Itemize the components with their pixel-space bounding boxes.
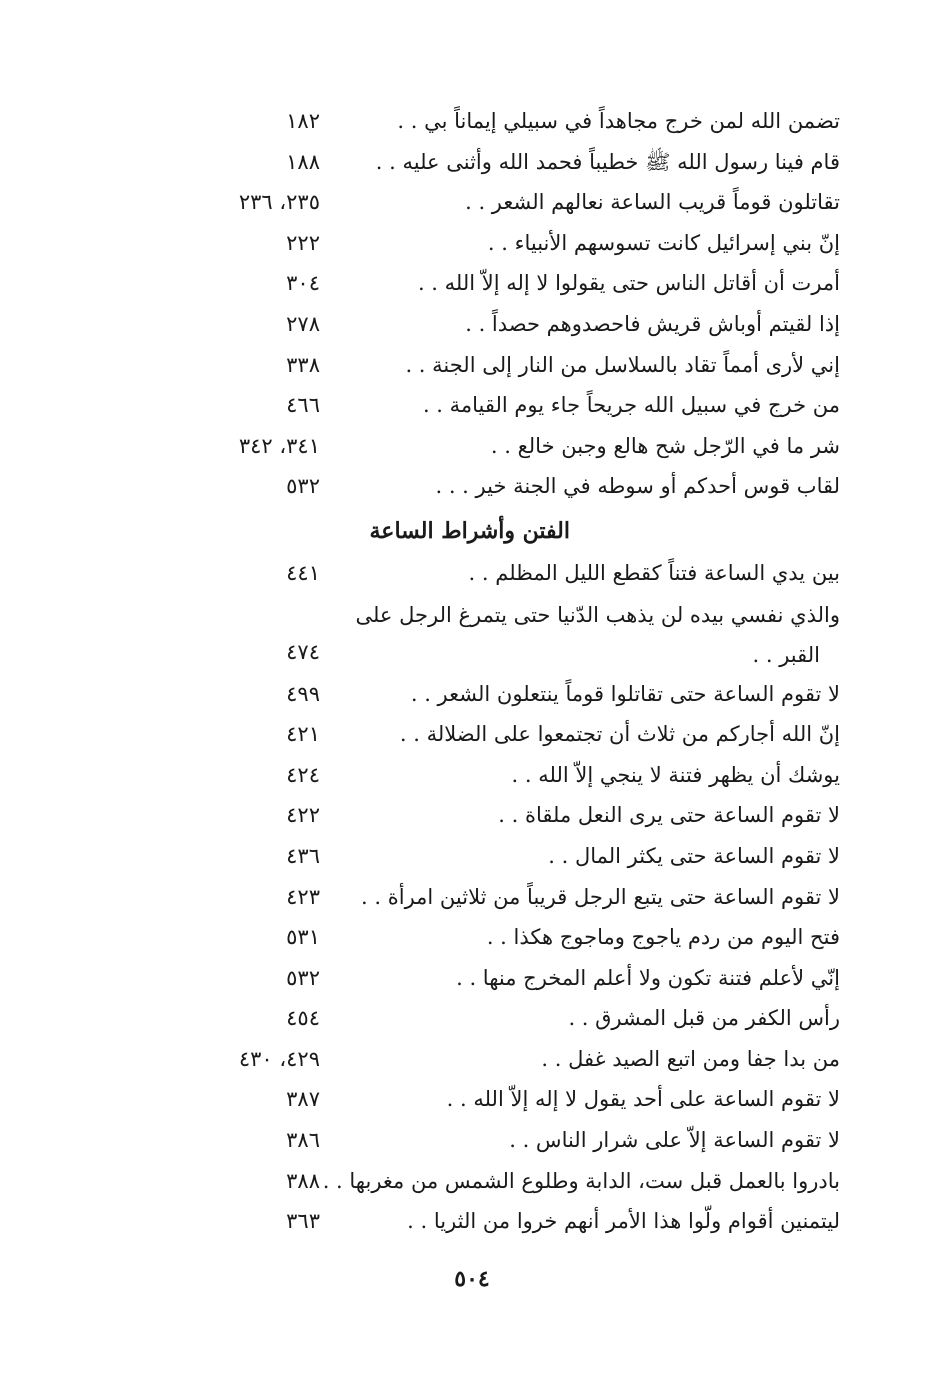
index-entry	[150, 552, 840, 593]
entry-page-ref: ٤٢٩، ٤٣٠	[238, 1046, 320, 1071]
entry-text: لا تقوم الساعة حتى تقاتلوا قوماً ينتعلون الشعر . .	[410, 681, 840, 706]
hadith-index-list	[150, 100, 840, 1241]
entry-page-ref: ٤٩٩	[286, 681, 320, 706]
index-entry	[150, 835, 840, 876]
entry-text: فتح اليوم من ردم ياجوج وماجوج هكذا . .	[486, 925, 840, 950]
index-entry	[150, 181, 840, 222]
entry-text-continuation: القبر . .	[752, 642, 820, 667]
entry-text: لا تقوم الساعة حتى يكثر المال . .	[548, 843, 840, 868]
entry-text: إنّ بني إسرائيل كانت تسوسهم الأنبياء . .	[487, 230, 840, 255]
entry-text: لا تقوم الساعة حتى يتبع الرجل قريباً من ثلاثين امرأة . .	[361, 884, 840, 909]
entry-page-ref: ٤٤١	[286, 560, 320, 585]
index-entry	[150, 1078, 840, 1119]
entry-page-ref: ١٨٨	[286, 149, 320, 174]
index-entry	[150, 1200, 840, 1241]
entry-text: يوشك أن يظهر فتنة لا ينجي إلاّ الله . .	[511, 762, 840, 787]
entry-page-ref: ٤٢٣	[286, 884, 320, 909]
index-entry	[150, 141, 840, 182]
entry-page-ref: ١٨٢	[286, 109, 320, 133]
index-entry	[150, 1038, 840, 1079]
entry-text-line: والذي نفسي بيده لن يذهب الدّنيا حتى يتمرغ الرجل على	[355, 602, 840, 627]
entry-page-ref: ٥٣١	[286, 925, 320, 950]
entry-page-ref: ٣٤١، ٣٤٢	[238, 433, 320, 458]
entry-text: شر ما في الرّجل شح هالع وجبن خالع . .	[490, 433, 840, 458]
entry-text: بين يدي الساعة فتناً كقطع الليل المظلم . .	[468, 560, 840, 585]
index-entry	[150, 916, 840, 957]
entry-text: رأس الكفر من قبل المشرق . .	[568, 1006, 840, 1031]
section-heading-row	[150, 506, 840, 552]
index-entry	[150, 1160, 840, 1201]
index-entry	[150, 262, 840, 303]
entry-text: إنّ الله أجاركم من ثلاث أن تجتمعوا على الضلالة . .	[399, 722, 840, 747]
index-entry	[150, 957, 840, 998]
entry-page-ref: ٤٣٦	[286, 843, 320, 868]
entry-text: أمرت أن أقاتل الناس حتى يقولوا لا إله إلاّ الله . .	[417, 271, 840, 296]
index-entry	[150, 593, 840, 673]
entry-text: إني لأرى أمماً تقاد بالسلاسل من النار إلى الجنة . .	[405, 352, 840, 377]
entry-text: من بدا جفا ومن اتبع الصيد غفل . .	[541, 1046, 840, 1071]
index-entry	[150, 876, 840, 917]
entry-page-ref: ٣٨٧	[286, 1087, 320, 1112]
page-number: ٥٠٤	[454, 1266, 490, 1292]
section-heading: الفتن وأشراط الساعة	[369, 517, 570, 544]
entry-text: ليتمنين أقوام ولّوا هذا الأمر أنهم خروا من الثريا . .	[407, 1209, 840, 1234]
index-entry	[150, 794, 840, 835]
entry-page-ref: ٢٧٨	[286, 311, 320, 336]
index-entry	[150, 303, 840, 344]
index-entry	[150, 673, 840, 714]
index-entry	[150, 384, 840, 425]
index-entry	[150, 465, 840, 506]
entry-page-ref: ٤٢٤	[286, 762, 320, 787]
entry-text: إنّي لأعلم فتنة تكون ولا أعلم المخرج منها . .	[456, 965, 840, 990]
entry-text: لا تقوم الساعة إلاّ على شرار الناس . .	[509, 1128, 840, 1153]
index-entry	[150, 754, 840, 795]
entry-page-ref: ٣٨٦	[286, 1128, 320, 1153]
entry-text: إذا لقيتم أوباش قريش فاحصدوهم حصداً . .	[465, 311, 840, 336]
entry-text: تضمن الله لمن خرج مجاهداً في سبيلي إيماناً بي . .	[397, 109, 840, 133]
entry-page-ref: ٥٣٢	[286, 965, 320, 990]
index-entry	[150, 997, 840, 1038]
entry-text: لقاب قوس أحدكم أو سوطه في الجنة خير . . .	[435, 474, 840, 499]
index-entry	[150, 100, 840, 141]
entry-text: تقاتلون قوماً قريب الساعة نعالهم الشعر . .	[465, 190, 840, 215]
entry-page-ref: ٥٣٢	[286, 474, 320, 499]
index-entry	[150, 1119, 840, 1160]
entry-page-ref: ٣٣٨	[286, 352, 320, 377]
entry-page-ref: ٣٠٤	[286, 271, 320, 296]
entry-page-ref: ٤٢٢	[286, 803, 320, 828]
entry-page-ref: ٢٢٢	[286, 230, 320, 255]
entry-text: بادروا بالعمل قبل ست، الدابة وطلوع الشمس من مغربها . .	[322, 1168, 840, 1193]
entry-page-ref: ٢٣٥، ٢٣٦	[238, 190, 320, 215]
entry-text	[320, 595, 840, 675]
index-entry	[150, 344, 840, 385]
entry-page-ref: ٤٥٤	[286, 1006, 320, 1031]
entry-page-ref: ٤٧٤	[286, 639, 320, 664]
entry-page-ref: ٤٢١	[286, 722, 320, 747]
entry-page-ref: ٤٦٦	[286, 393, 320, 418]
index-entry	[150, 222, 840, 263]
index-entry	[150, 425, 840, 466]
index-entry	[150, 713, 840, 754]
entry-text: من خرج في سبيل الله جريحاً جاء يوم القيامة . .	[422, 393, 840, 418]
entry-page-ref: ٣٨٨	[286, 1168, 320, 1193]
entry-text: قام فينا رسول الله ﷺ خطيباً فحمد الله وأثنى عليه . .	[375, 149, 840, 174]
entry-text: لا تقوم الساعة حتى يرى النعل ملقاة . .	[498, 803, 840, 828]
entry-text: لا تقوم الساعة على أحد يقول لا إله إلاّ الله . .	[446, 1087, 840, 1112]
entry-page-ref: ٣٦٣	[286, 1209, 320, 1234]
